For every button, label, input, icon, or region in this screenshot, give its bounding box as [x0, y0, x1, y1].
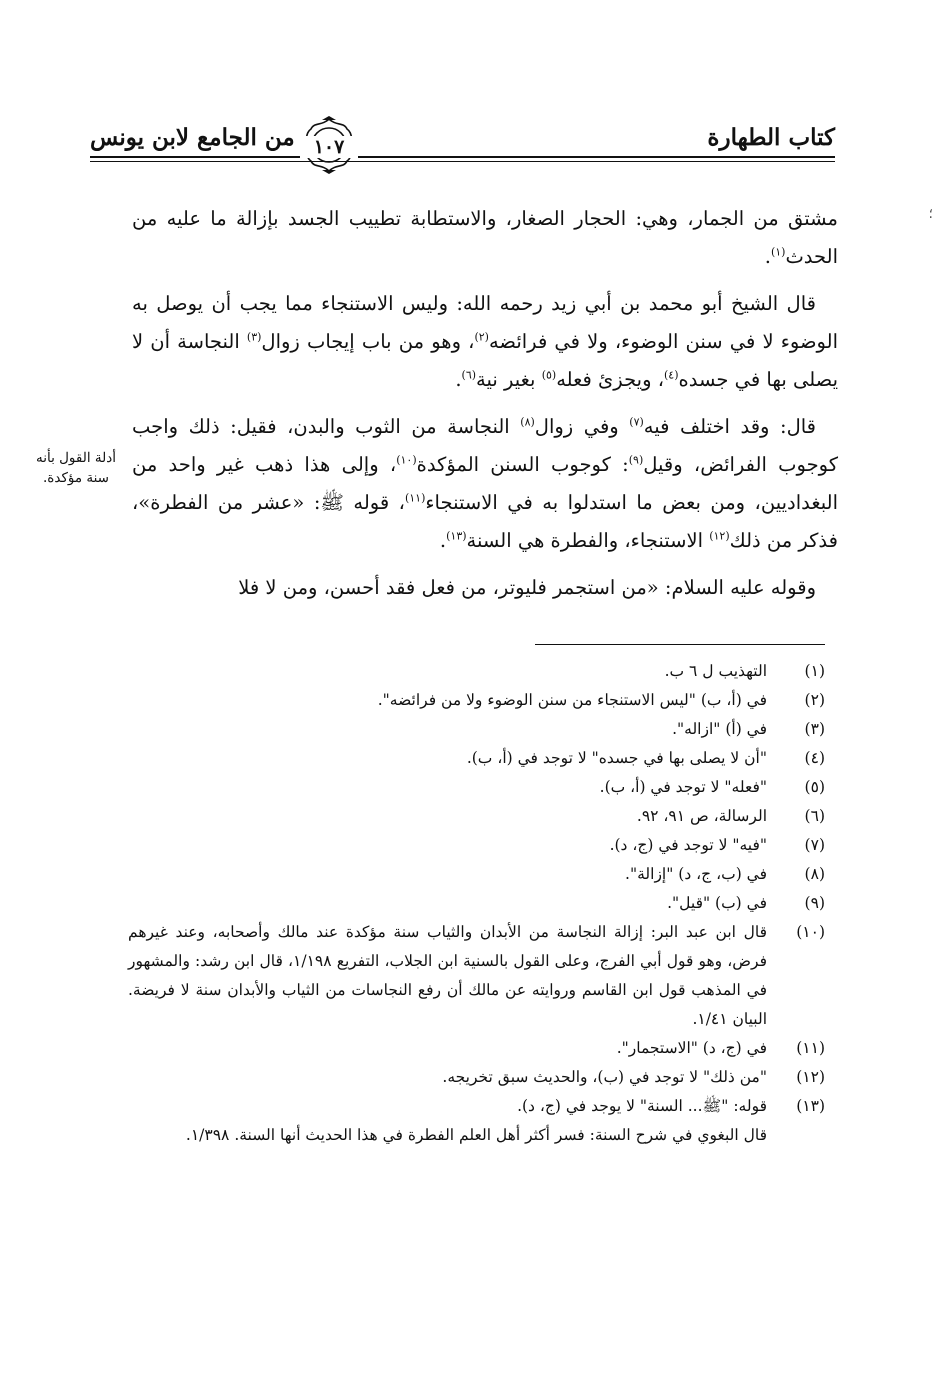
footnote-number: (١)	[804, 662, 825, 680]
footnote-number: (٢)	[804, 691, 825, 709]
page-number: ١٠٧	[300, 136, 358, 158]
footnote	[128, 744, 825, 773]
p3-text: : كوجوب السنن المؤكدة	[416, 453, 629, 476]
footnote-number: (١١)	[796, 1039, 825, 1057]
book-section-title: كتاب الطهارة	[707, 124, 835, 151]
p3-text: .	[439, 529, 447, 552]
footnote-ref: (٧)	[629, 415, 644, 429]
footnote-ref: (٣)	[246, 330, 262, 344]
p3-text: ، وإلى هذا ذهب غير واحد من البغداديين، ومن بعض ما استدلوا به في الاستنجاء	[132, 453, 838, 514]
header-rule	[90, 156, 835, 158]
p2-text: .	[455, 368, 462, 391]
p2-text: بغير نية	[476, 368, 542, 391]
p3-text: النجاسة من الثوب والبدن، فقيل: ذلك واجب كوجوب الفرائض، وقيل	[132, 415, 839, 476]
p1-text: مشتق من الجمار، وهي: الحجار الصغار، والاستطابة تطييب الجسد بإزالة ما عليه من الحدث	[132, 207, 838, 268]
footnote-text: "أن لا يصلى بها في جسده" لا توجد في (أ، ب).	[466, 749, 767, 767]
footnote-number: (٤)	[804, 749, 825, 767]
p2-text: ، وهو من باب إيجاب زوال	[261, 330, 475, 353]
footnote	[128, 802, 825, 831]
p3-text: ، قوله ﷺ: «عشر من الفطرة»، فذكر من ذلك	[132, 491, 838, 552]
p1-end: .	[764, 245, 771, 268]
footnote	[128, 773, 825, 802]
footnote-ref: (٨)	[520, 415, 535, 429]
footnote	[128, 889, 825, 918]
footnote-separator	[535, 644, 825, 645]
footnote-ref: (١١)	[404, 491, 426, 505]
footnote-ref: (٤)	[664, 368, 679, 382]
page-number-ornament	[300, 116, 358, 174]
footnote	[128, 831, 825, 860]
paragraph-1	[132, 200, 838, 276]
p3-text: الاستنجاء، والفطرة هي السنة	[466, 529, 710, 552]
footnote-number: (٨)	[804, 865, 825, 883]
footnote	[128, 686, 825, 715]
paragraph-2	[132, 285, 838, 399]
footnote-ref: (٥)	[541, 368, 557, 382]
footnote-text: في (ب) "قيل".	[667, 894, 767, 912]
footnote-text: "فعله" لا توجد في (أ، ب).	[599, 778, 767, 796]
p2-text: النجاسة أن لا يصلى بها في جسده	[132, 330, 838, 391]
footnote-ref: (١٢)	[709, 529, 730, 543]
footnote-number: (٦)	[804, 807, 825, 825]
p3-text: قال: وقد اختلف فيه	[643, 415, 817, 438]
footnote-text: قال ابن عبد البر: إزالة النجاسة من الأبدان والثياب سنة مؤكدة عند مالك وأصحابه، وعند غيرهم فرض، وهو قول أبي الفرج، وعلى القول بالسنية ابن الجلاب، التفريع ١/١٩٨، قال ابن رشد: والمشهور في المذهب قول ابن القاسم وروايته عن مالك أن رفع النجاسات من الثياب والأبدان سنة لا فريضة. البيان ١/٤١.	[128, 923, 767, 1028]
footnote-text: في (ج، د) "الاستجمار".	[616, 1039, 767, 1057]
footnote-text: "فيه" لا توجد في (ج، د).	[609, 836, 767, 854]
footnote	[128, 1034, 825, 1063]
footnote-text: قوله: "ﷺ... السنة" لا يوجد في (ج، د).	[517, 1097, 767, 1115]
footnote	[128, 1092, 825, 1121]
paragraph-4: وقوله عليه السلام: «من استجمر فليوتر، من فعل فقد أحسن، ومن لا فلا	[238, 576, 816, 599]
footnote	[128, 918, 825, 1034]
footnote-text: في (ب، ج، د) "إزالة".	[625, 865, 767, 883]
footnotes	[128, 657, 825, 1150]
footnote-number: (٣)	[804, 720, 825, 738]
footnote-text: في (أ، ب) "ليس الاستنجاء من سنن الوضوء ولا من فرائضه".	[377, 691, 767, 709]
footnote-ref: (١٠)	[396, 453, 417, 467]
book-title: من الجامع لابن يونس	[90, 124, 295, 151]
footnote-ref: (٢)	[474, 330, 489, 344]
footnote-ref: (١٣)	[446, 529, 467, 543]
footnote-ref: (٦)	[461, 368, 477, 382]
p2-text: ، ويجزئ فعله	[556, 368, 664, 391]
footnote-text: في (أ) "ازاله".	[672, 720, 767, 738]
footnote-text: الرسالة، ص ٩١، ٩٢.	[636, 807, 767, 825]
running-header	[90, 118, 835, 178]
footnote	[128, 715, 825, 744]
footnote-ref: (٩)	[628, 453, 644, 467]
p2-text: قال الشيخ أبو محمد بن أبي زيد رحمه الله: وليس الاستنجاء مما يجب أن يوصل به الوضوء لا في سنن الوضوء، ولا في فرائضه	[132, 292, 838, 353]
header-rule-thin	[90, 161, 835, 162]
footnote-number: (١٣)	[796, 1097, 825, 1115]
footnote	[128, 657, 825, 686]
footnote-number: (١٠)	[796, 923, 825, 941]
footnote-text: "من ذلك" لا توجد في (ب)، والحديث سبق تخريجه.	[442, 1068, 767, 1086]
footnote	[128, 860, 825, 889]
footnote-ref: (١)	[770, 245, 786, 259]
footnote-number: (٥)	[804, 778, 825, 796]
footnote	[128, 1063, 825, 1092]
margin-note: أدلة القول بأنه سنة مؤكدة.	[35, 450, 117, 486]
paragraph-3	[132, 408, 838, 560]
footnote-number: (٧)	[804, 836, 825, 854]
edge-mark: ؛	[928, 206, 933, 222]
footnote-text: التهذيب ل ٦ ب.	[664, 662, 767, 680]
main-text	[132, 200, 838, 616]
footnote-number: (١٢)	[796, 1068, 825, 1086]
p3-text: وفي زوال	[534, 415, 630, 438]
footnote-continuation: قال البغوي في شرح السنة: فسر أكثر أهل العلم الفطرة في هذا الحديث أنها السنة. ١/٣٩٨.	[185, 1126, 767, 1144]
footnote-number: (٩)	[804, 894, 825, 912]
